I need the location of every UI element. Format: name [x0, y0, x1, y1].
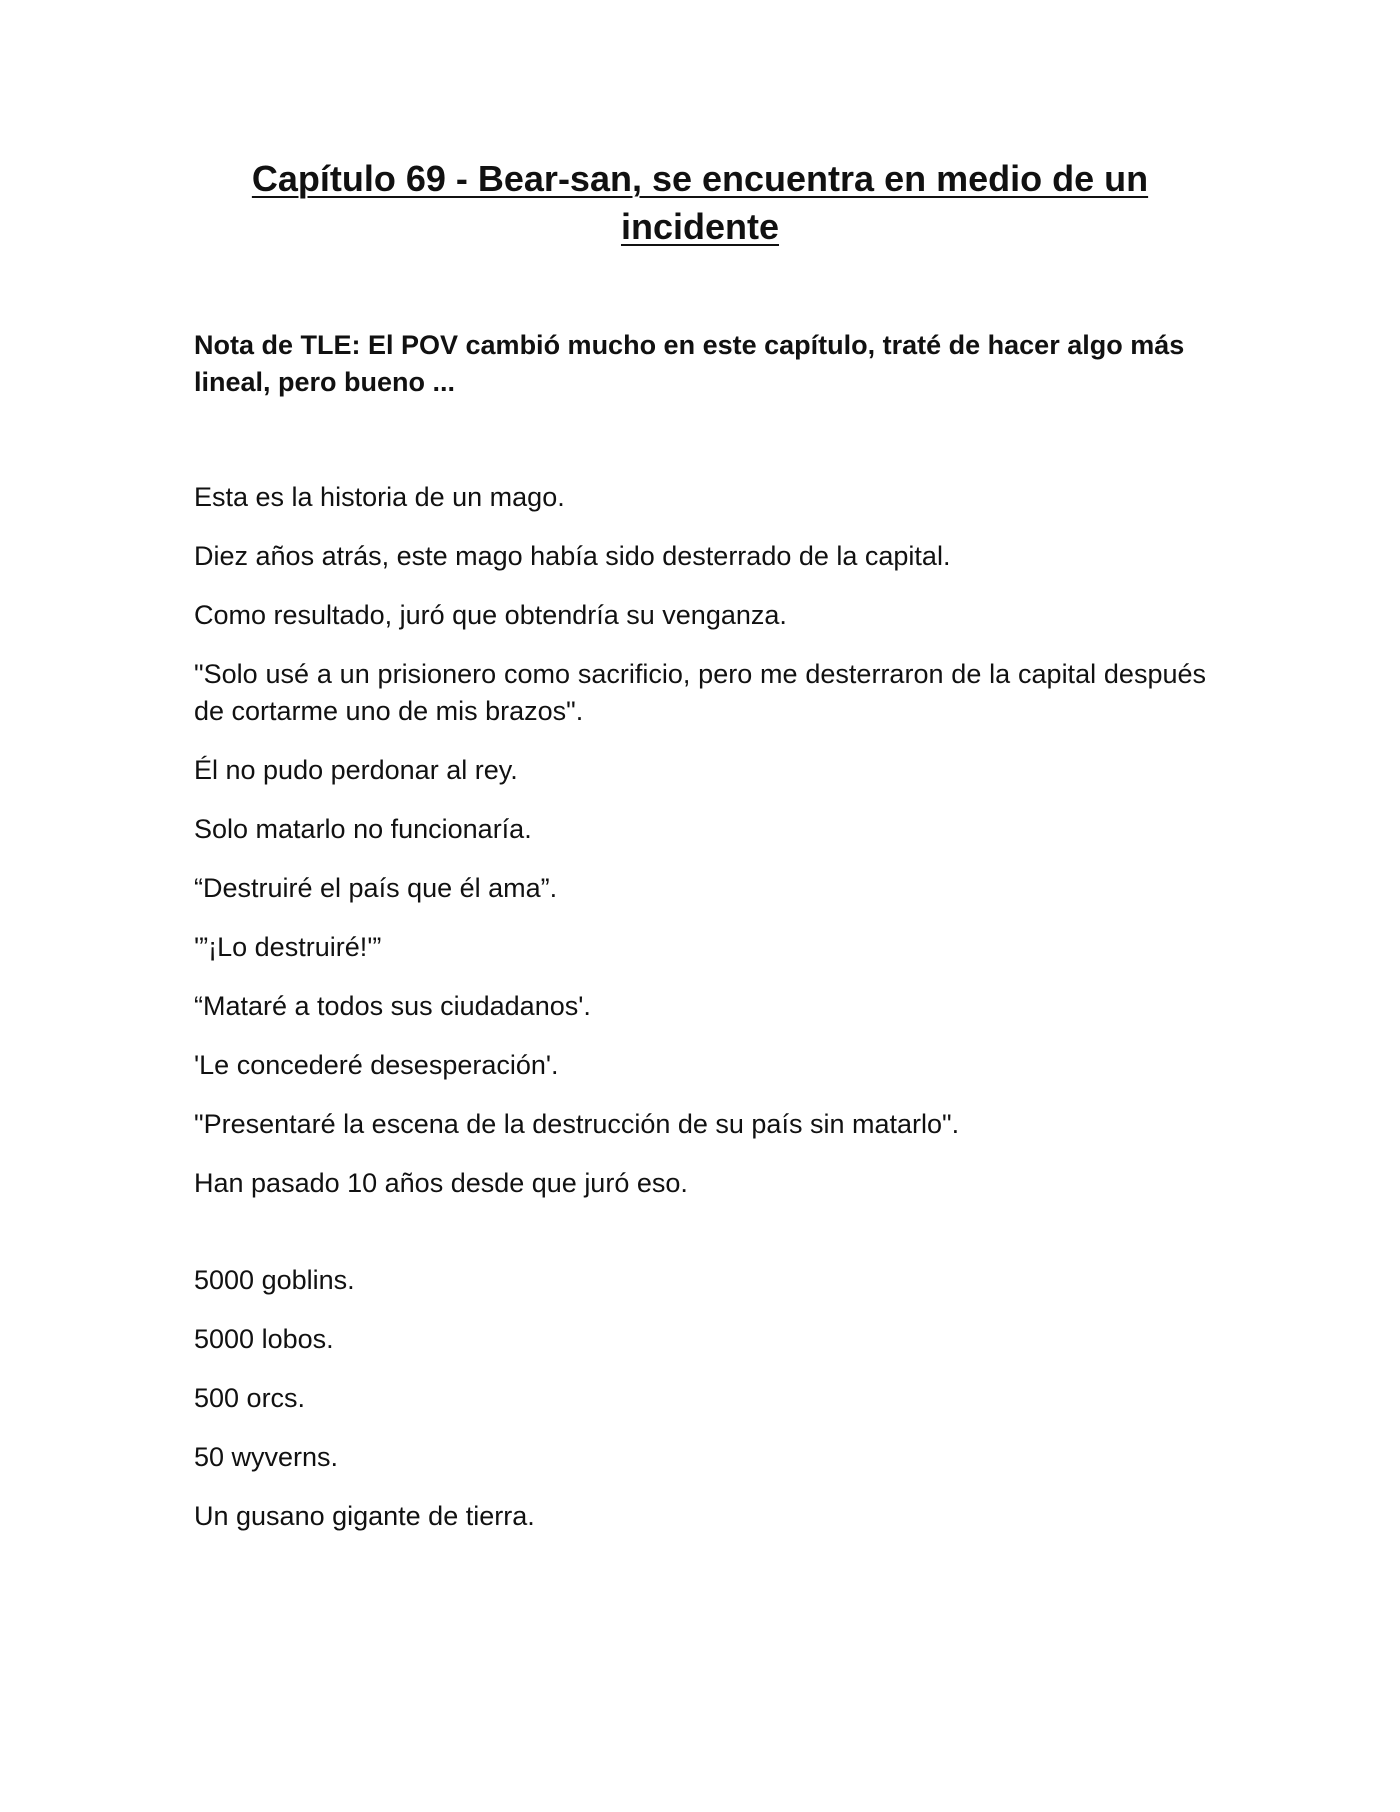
translator-note: Nota de TLE: El POV cambió mucho en este capítulo, traté de hacer algo más lineal, pero bueno ... — [194, 330, 1185, 397]
paragraph: 5000 goblins. — [194, 1265, 355, 1295]
paragraph: Han pasado 10 años desde que juró eso. — [194, 1168, 688, 1198]
paragraph: “Mataré a todos sus ciudadanos'. — [194, 991, 591, 1021]
body-section-2 — [194, 1262, 1206, 1535]
paragraph: "Presentaré la escena de la destrucción de su país sin matarlo". — [194, 1109, 960, 1139]
paragraph: 500 orcs. — [194, 1383, 306, 1413]
paragraph: '”¡Lo destruiré!'” — [194, 932, 382, 962]
paragraph: Diez años atrás, este mago había sido desterrado de la capital. — [194, 541, 951, 571]
body-section-1 — [194, 479, 1206, 1202]
paragraph: “Destruiré el país que él ama”. — [194, 873, 558, 903]
paragraph: Como resultado, juró que obtendría su venganza. — [194, 600, 787, 630]
document-page — [194, 155, 1206, 1557]
chapter-title: Capítulo 69 - Bear-san, se encuentra en medio de un incidente — [251, 158, 1149, 247]
paragraph: 'Le concederé desesperación'. — [194, 1050, 559, 1080]
paragraph: "Solo usé a un prisionero como sacrificio, pero me desterraron de la capital después de cortarme uno de mis brazos". — [194, 659, 1206, 726]
paragraph: 50 wyverns. — [194, 1442, 339, 1472]
paragraph: Solo matarlo no funcionaría. — [194, 814, 532, 844]
paragraph: Un gusano gigante de tierra. — [194, 1501, 535, 1531]
paragraph: Él no pudo perdonar al rey. — [194, 755, 518, 785]
paragraph: 5000 lobos. — [194, 1324, 334, 1354]
paragraph: Esta es la historia de un mago. — [194, 482, 565, 512]
